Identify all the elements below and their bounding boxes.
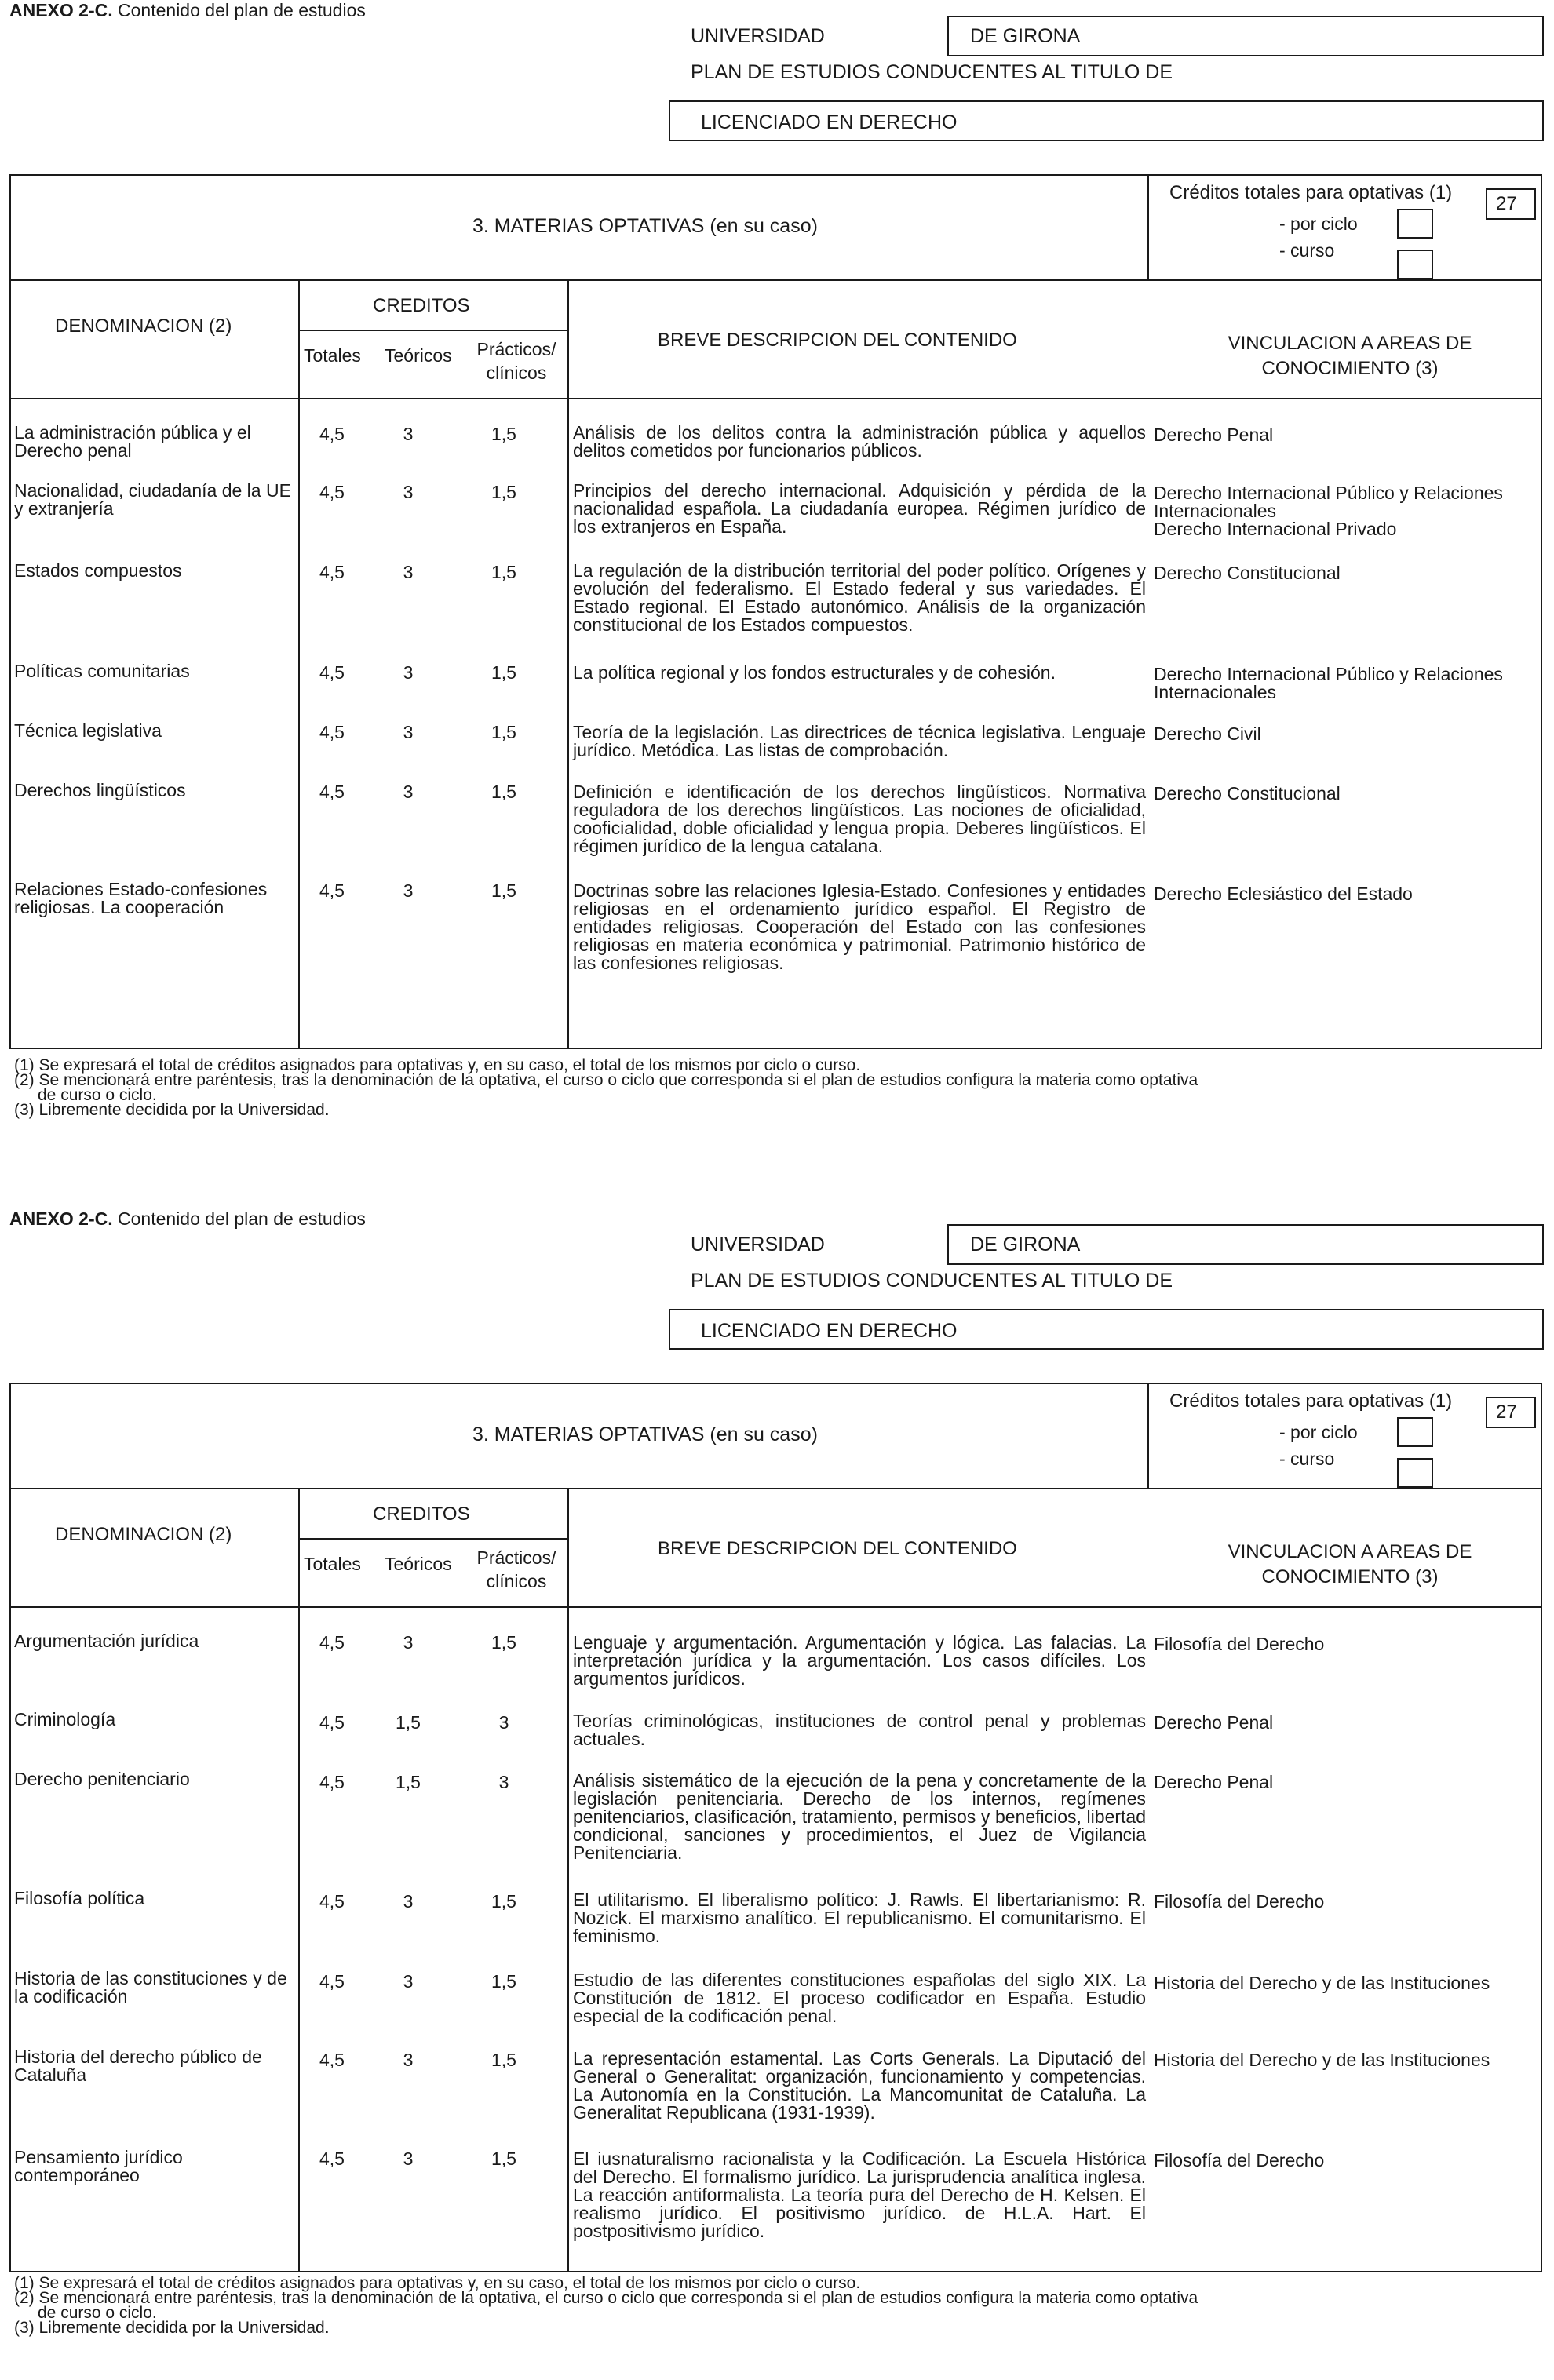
col-creditos: CREDITOS	[373, 295, 470, 316]
row-totales: 4,5	[319, 424, 345, 444]
col-denominacion: DENOMINACION (2)	[55, 1524, 232, 1545]
row-practicos: 1,5	[491, 482, 516, 502]
row-teoricos: 3	[403, 2050, 414, 2070]
page-2	[0, 1208, 1554, 2380]
row-name: Estados compuestos	[14, 560, 182, 581]
por-ciclo-label: - por ciclo	[1279, 213, 1358, 234]
footnote: de curso o ciclo.	[38, 1086, 157, 1104]
row-totales: 4,5	[319, 1712, 345, 1733]
row-name: Pensamiento jurídico contemporáneo	[14, 2147, 183, 2185]
row-area: Derecho Penal	[1154, 425, 1274, 445]
titulo-value: LICENCIADO EN DERECHO	[701, 1320, 958, 1342]
row-area: Derecho Civil	[1154, 723, 1261, 744]
row-descripcion: Análisis de los delitos contra la administración pública y aquellos delitos cometidos por funcionarios públicos.	[573, 422, 1146, 461]
row-area: Filosofía del Derecho	[1154, 1891, 1325, 1912]
row-practicos: 3	[498, 1712, 509, 1733]
row-name: Historia del derecho público de Cataluña	[14, 2047, 262, 2085]
row-totales: 4,5	[319, 2149, 345, 2169]
row-practicos: 1,5	[491, 1891, 516, 1912]
por-ciclo-box	[1397, 1417, 1433, 1447]
row-descripcion: Principios del derecho internacional. Adquisición y pérdida de la nacionalidad española. La ciudadanía europea. Régimen jurídico de los extranjeros en España.	[573, 480, 1146, 537]
row-name: Derechos lingüísticos	[14, 780, 186, 800]
row-teoricos: 3	[403, 1632, 414, 1653]
curso-box	[1397, 1458, 1433, 1488]
col-totales: Totales	[304, 345, 361, 366]
row-descripcion: Lenguaje y argumentación. Argumentación y lógica. Las falacias. La interpretación jurídica y la argumentación. Los casos difíciles. Los argumentos jurídicos.	[573, 1632, 1146, 1689]
creditos-totales-label: Créditos totales para optativas (1)	[1169, 182, 1453, 203]
row-totales: 4,5	[319, 880, 345, 901]
row-totales: 4,5	[319, 782, 345, 802]
footnote: (3) Libremente decidida por la Universidad.	[14, 1101, 330, 1119]
col-teoricos: Teóricos	[385, 1554, 452, 1574]
row-area: Derecho Internacional Público y Relaciones Internacionales	[1154, 664, 1503, 702]
row-totales: 4,5	[319, 722, 345, 742]
row-name: Derecho penitenciario	[14, 1769, 190, 1789]
page-1	[0, 0, 1554, 1172]
row-practicos: 1,5	[491, 782, 516, 802]
row-teoricos: 1,5	[396, 1772, 421, 1792]
por-ciclo-box	[1397, 209, 1433, 239]
row-area: Derecho Constitucional	[1154, 563, 1341, 583]
row-practicos: 1,5	[491, 2149, 516, 2169]
row-teoricos: 1,5	[396, 1712, 421, 1733]
row-teoricos: 3	[403, 562, 414, 582]
col-descripcion: BREVE DESCRIPCION DEL CONTENIDO	[658, 330, 1017, 351]
row-descripcion: Doctrinas sobre las relaciones Iglesia-Estado. Confesiones y entidades religiosas en el ordenamiento jurídico español. El Registro de entidades religiosas. Cooperación del Estado con las confesiones religiosas en materia económica y patrimonial. Patrimonio histórico de las confesiones religiosas.	[573, 880, 1146, 973]
row-area: Derecho Penal	[1154, 1712, 1274, 1733]
row-totales: 4,5	[319, 1632, 345, 1653]
universidad-value: DE GIRONA	[970, 25, 1081, 47]
row-practicos: 1,5	[491, 2050, 516, 2070]
row-area: Derecho Eclesiástico del Estado	[1154, 884, 1413, 904]
row-name: Técnica legislativa	[14, 720, 162, 741]
anexo-heading: ANEXO 2-C. Contenido del plan de estudios	[9, 1208, 366, 1229]
row-area: Historia del Derecho y de las Instituciones	[1154, 2050, 1490, 2070]
row-teoricos: 3	[403, 2149, 414, 2169]
col-practicos: Prácticos/ clínicos	[476, 339, 556, 383]
row-descripcion: Estudio de las diferentes constituciones españolas del siglo XIX. La Constitución de 1812. El proceso codificador en España. Estudio especial de la codificación penal.	[573, 1970, 1146, 2026]
row-teoricos: 3	[403, 1891, 414, 1912]
titulo-value: LICENCIADO EN DERECHO	[701, 111, 958, 133]
row-area: Derecho Penal	[1154, 1772, 1274, 1792]
row-teoricos: 3	[403, 1971, 414, 1992]
row-area: Derecho Constitucional	[1154, 783, 1341, 804]
footnote: (2) Se mencionará entre paréntesis, tras la denominación de la optativa, el curso o ciclo que corresponda si el plan de estudios configura la materia como optativa	[14, 1071, 1198, 1089]
anexo-heading: ANEXO 2-C. Contenido del plan de estudios	[9, 0, 366, 20]
curso-label: - curso	[1279, 1449, 1335, 1469]
row-descripcion: Teoría de la legislación. Las directrices de técnica legislativa. Lenguaje jurídico. Metódica. Las listas de comprobación.	[573, 722, 1146, 760]
universidad-label: UNIVERSIDAD	[691, 25, 825, 47]
row-area: Derecho Internacional Público y Relaciones Internacionales Derecho Internacional Privado	[1154, 483, 1503, 539]
col-totales: Totales	[304, 1554, 361, 1574]
row-name: Políticas comunitarias	[14, 661, 190, 681]
row-descripcion: Análisis sistemático de la ejecución de la pena y concretamente de la legislación penitenciaria. Derecho de los internos, regímenes penitenciarios, clasificación, tratamiento, permisos y beneficios, libertad condicional, sanciones y procedimientos, el Juez de Vigilancia Penitenciaria.	[573, 1770, 1146, 1863]
universidad-value: DE GIRONA	[970, 1234, 1081, 1256]
row-area: Filosofía del Derecho	[1154, 2150, 1325, 2170]
footnote: de curso o ciclo.	[38, 2304, 157, 2322]
row-teoricos: 3	[403, 482, 414, 502]
curso-box	[1397, 250, 1433, 279]
row-practicos: 1,5	[491, 424, 516, 444]
col-descripcion: BREVE DESCRIPCION DEL CONTENIDO	[658, 1538, 1017, 1559]
footnote: (1) Se expresará el total de créditos asignados para optativas y, en su caso, el total de los mismos por ciclo o curso.	[14, 1056, 861, 1074]
creditos-totales-value: 27	[1496, 1401, 1517, 1423]
row-name: Argumentación jurídica	[14, 1631, 199, 1651]
row-totales: 4,5	[319, 1772, 345, 1792]
row-name: Relaciones Estado-confesiones religiosas. La cooperación	[14, 879, 268, 917]
row-practicos: 1,5	[491, 1632, 516, 1653]
row-area: Historia del Derecho y de las Instituciones	[1154, 1973, 1490, 1993]
col-practicos: Prácticos/ clínicos	[476, 1547, 556, 1591]
row-descripcion: La representación estamental. Las Corts Generals. La Diputació del General o Generalitat: organización, funcionamiento y competencias. La Autonomía en la Constitución. La Mancomunitat de Cataluña. La Generalitat Republicana (1931-1939).	[573, 2048, 1146, 2123]
row-practicos: 1,5	[491, 722, 516, 742]
row-totales: 4,5	[319, 662, 345, 683]
row-practicos: 1,5	[491, 880, 516, 901]
row-descripcion: El utilitarismo. El liberalismo político: J. Rawls. El libertarianismo: R. Nozick. El marxismo analítico. El republicanismo. El comunitarismo. El feminismo.	[573, 1890, 1146, 1946]
row-descripcion: Teorías criminológicas, instituciones de control penal y problemas actuales.	[573, 1711, 1146, 1749]
row-name: Filosofía política	[14, 1888, 145, 1908]
universidad-label: UNIVERSIDAD	[691, 1234, 825, 1256]
plan-label: PLAN DE ESTUDIOS CONDUCENTES AL TITULO DE	[691, 1270, 1173, 1292]
row-teoricos: 3	[403, 722, 414, 742]
col-teoricos: Teóricos	[385, 345, 452, 366]
section-title: 3. MATERIAS OPTATIVAS (en su caso)	[472, 215, 818, 237]
row-descripcion: La regulación de la distribución territorial del poder político. Orígenes y evolución del federalismo. El Estado federal y sus variedades. El Estado regional. El Estado autonómico. Análisis de la organización constitucional de los Estados compuestos.	[573, 560, 1146, 635]
plan-label: PLAN DE ESTUDIOS CONDUCENTES AL TITULO DE	[691, 61, 1173, 83]
footnote: (1) Se expresará el total de créditos asignados para optativas y, en su caso, el total de los mismos por ciclo o curso.	[14, 2274, 861, 2292]
col-vinculacion: VINCULACION A AREAS DE CONOCIMIENTO (3)	[1228, 1541, 1472, 1587]
curso-label: - curso	[1279, 240, 1335, 261]
row-totales: 4,5	[319, 482, 345, 502]
row-teoricos: 3	[403, 662, 414, 683]
creditos-totales-label: Créditos totales para optativas (1)	[1169, 1390, 1453, 1412]
row-practicos: 1,5	[491, 562, 516, 582]
row-practicos: 3	[498, 1772, 509, 1792]
col-denominacion: DENOMINACION (2)	[55, 315, 232, 337]
section-title: 3. MATERIAS OPTATIVAS (en su caso)	[472, 1423, 818, 1445]
creditos-totales-value: 27	[1496, 193, 1517, 214]
row-descripcion: Definición e identificación de los derechos lingüísticos. Normativa reguladora de los derechos lingüísticos. Las nociones de oficialidad, cooficialidad, doble oficialidad y lengua propia. Deberes lingüísticos. El régimen jurídico de la lengua catalana.	[573, 782, 1146, 856]
row-descripcion: La política regional y los fondos estructurales y de cohesión.	[573, 662, 1056, 683]
por-ciclo-label: - por ciclo	[1279, 1422, 1358, 1442]
row-teoricos: 3	[403, 424, 414, 444]
row-practicos: 1,5	[491, 1971, 516, 1992]
row-totales: 4,5	[319, 1971, 345, 1992]
row-descripcion: El iusnaturalismo racionalista y la Codificación. La Escuela Histórica del Derecho. El formalismo jurídico. La jurisprudencia analítica inglesa. La reacción antiformalista. La teoría pura del Derecho de H. Kelsen. El realismo jurídico. El positivismo jurídico. de H.L.A. Hart. El postpositivismo jurídico.	[573, 2149, 1146, 2241]
row-name: Criminología	[14, 1709, 116, 1729]
row-totales: 4,5	[319, 1891, 345, 1912]
row-teoricos: 3	[403, 880, 414, 901]
col-creditos: CREDITOS	[373, 1503, 470, 1525]
row-totales: 4,5	[319, 562, 345, 582]
row-teoricos: 3	[403, 782, 414, 802]
footnote: (3) Libremente decidida por la Universidad.	[14, 2319, 330, 2337]
footnote: (2) Se mencionará entre paréntesis, tras la denominación de la optativa, el curso o ciclo que corresponda si el plan de estudios configura la materia como optativa	[14, 2289, 1198, 2307]
row-practicos: 1,5	[491, 662, 516, 683]
row-name: Historia de las constituciones y de la codificación	[14, 1968, 287, 2006]
row-name: La administración pública y el Derecho penal	[14, 422, 251, 461]
row-totales: 4,5	[319, 2050, 345, 2070]
row-name: Nacionalidad, ciudadanía de la UE y extranjería	[14, 480, 291, 519]
row-area: Filosofía del Derecho	[1154, 1634, 1325, 1654]
col-vinculacion: VINCULACION A AREAS DE CONOCIMIENTO (3)	[1228, 333, 1472, 379]
